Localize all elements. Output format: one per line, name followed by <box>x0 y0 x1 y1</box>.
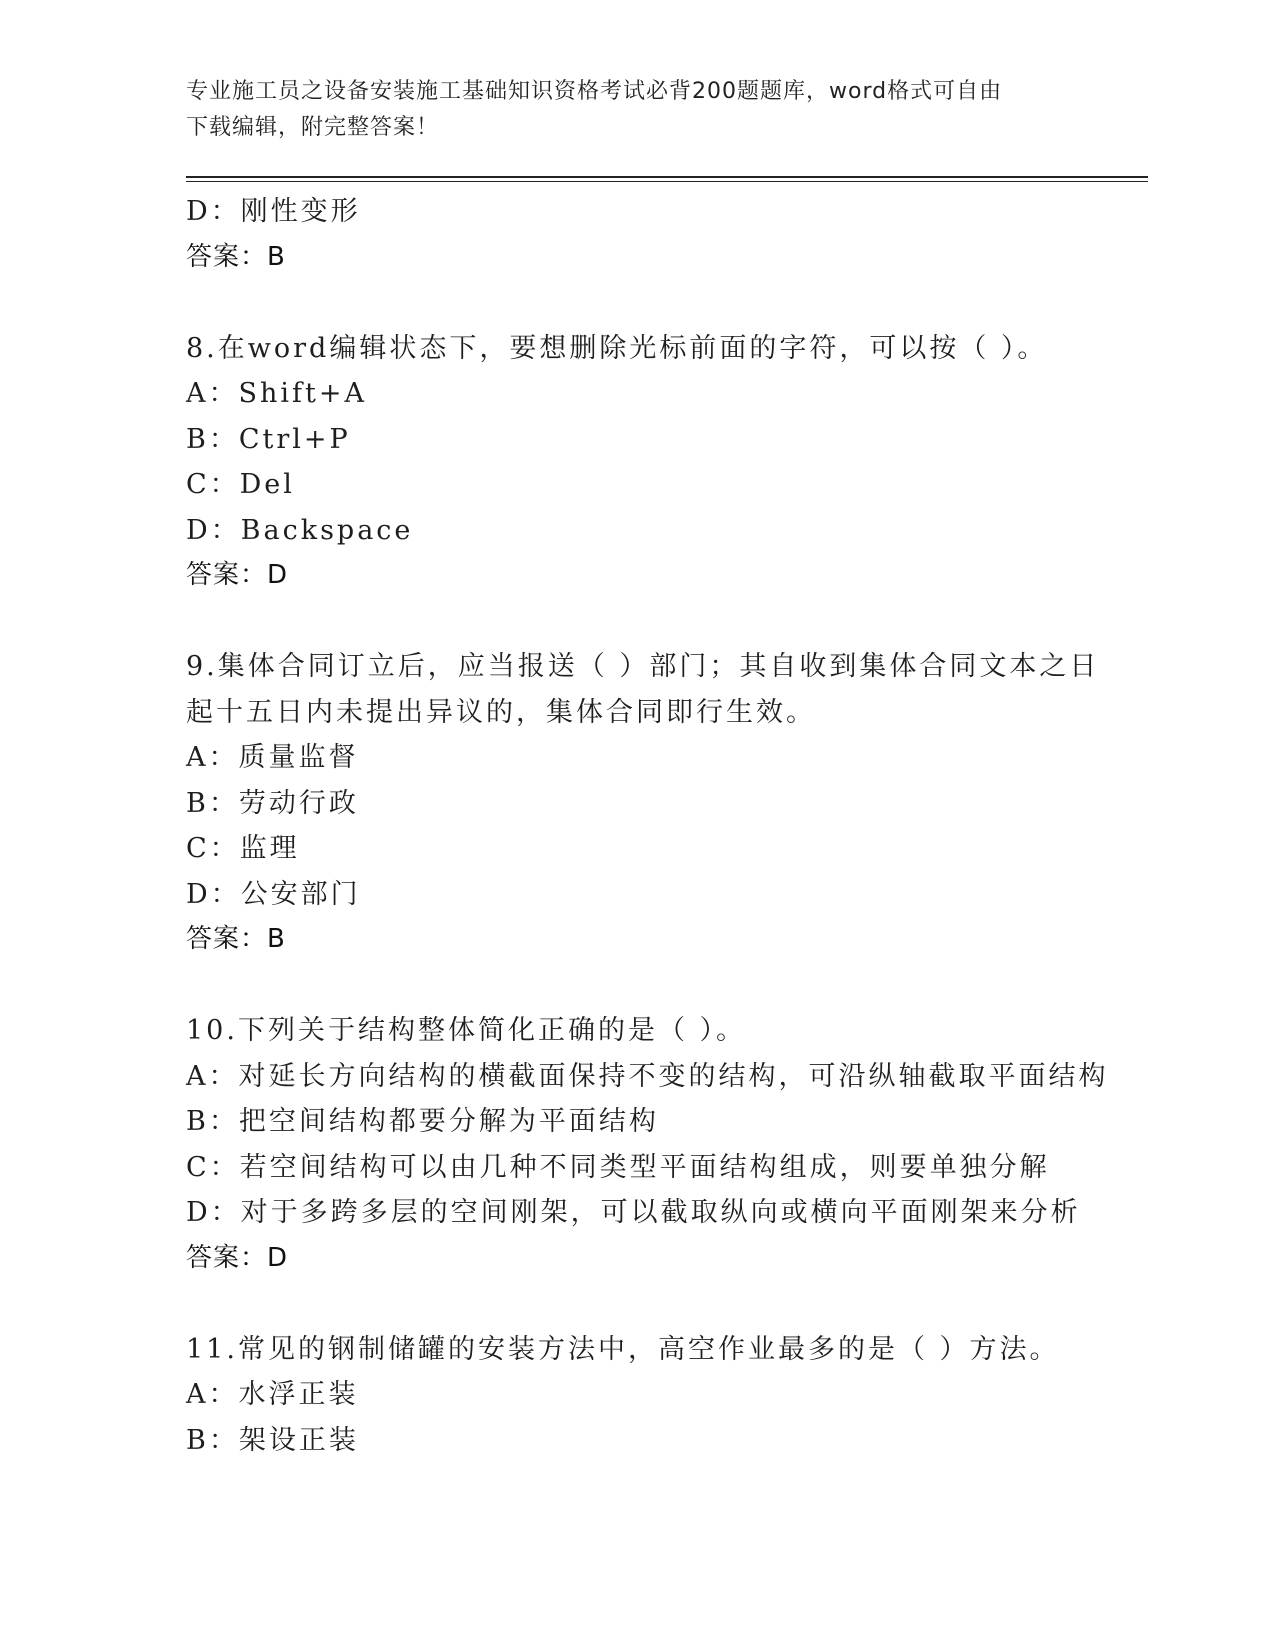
document-header <box>186 74 1066 146</box>
spacer <box>186 280 1146 326</box>
header-rule-thin <box>186 181 1148 182</box>
option-a: A：水浮正装 <box>186 1379 359 1410</box>
answer-line: 答案：D <box>186 1242 289 1273</box>
option-d: D：刚性变形 <box>186 196 361 227</box>
option-b: B：Ctrl+P <box>186 423 351 455</box>
question-text: 8.在word编辑状态下，要想删除光标前面的字符，可以按（ ）。 <box>186 332 1048 364</box>
answer-line: 答案：B <box>186 924 286 954</box>
option-d: D：Backspace <box>186 514 414 546</box>
option-d: D：对于多跨多层的空间刚架，可以截取纵向或横向平面刚架来分析 <box>186 1197 1081 1228</box>
option-d: D：公安部门 <box>186 878 361 910</box>
answer-line: 答案：D <box>186 560 289 590</box>
question-10 <box>186 1008 1146 1281</box>
option-b: B：把空间结构都要分解为平面结构 <box>186 1106 659 1137</box>
question-11 <box>186 1327 1146 1464</box>
question-9 <box>186 644 1146 963</box>
option-a: A：对延长方向结构的横截面保持不变的结构，可沿纵轴截取平面结构 <box>186 1060 1109 1092</box>
option-c: C：若空间结构可以由几种不同类型平面结构组成，则要单独分解 <box>186 1151 1050 1183</box>
header-rule-thick <box>186 176 1148 178</box>
spacer <box>186 1281 1146 1327</box>
header-line-1: 专业施工员之设备安装施工基础知识资格考试必背200题题库，word格式可自由 <box>186 79 1003 104</box>
option-b: B：架设正装 <box>186 1424 359 1456</box>
option-c: C：监理 <box>186 833 300 864</box>
question-list <box>186 189 1146 1463</box>
header-line-2: 下载编辑，附完整答案！ <box>186 115 440 140</box>
question-text-continued: 起十五日内未提出异议的，集体合同即行生效。 <box>186 696 816 728</box>
spacer <box>186 963 1146 1009</box>
option-c: C：Del <box>186 469 295 500</box>
option-a: A：Shift+A <box>186 378 367 409</box>
question-8 <box>186 326 1146 599</box>
option-b: B：劳动行政 <box>186 787 359 819</box>
answer-line: 答案：B <box>186 241 286 272</box>
option-a: A：质量监督 <box>186 742 359 773</box>
spacer <box>186 599 1146 645</box>
question-text: 10.下列关于结构整体简化正确的是（ ）。 <box>186 1015 747 1046</box>
question-text: 11.常见的钢制储罐的安装方法中，高空作业最多的是（ ）方法。 <box>186 1333 1060 1365</box>
question-text: 9.集体合同订立后，应当报送（ ）部门；其自收到集体合同文本之日 <box>186 651 1100 682</box>
